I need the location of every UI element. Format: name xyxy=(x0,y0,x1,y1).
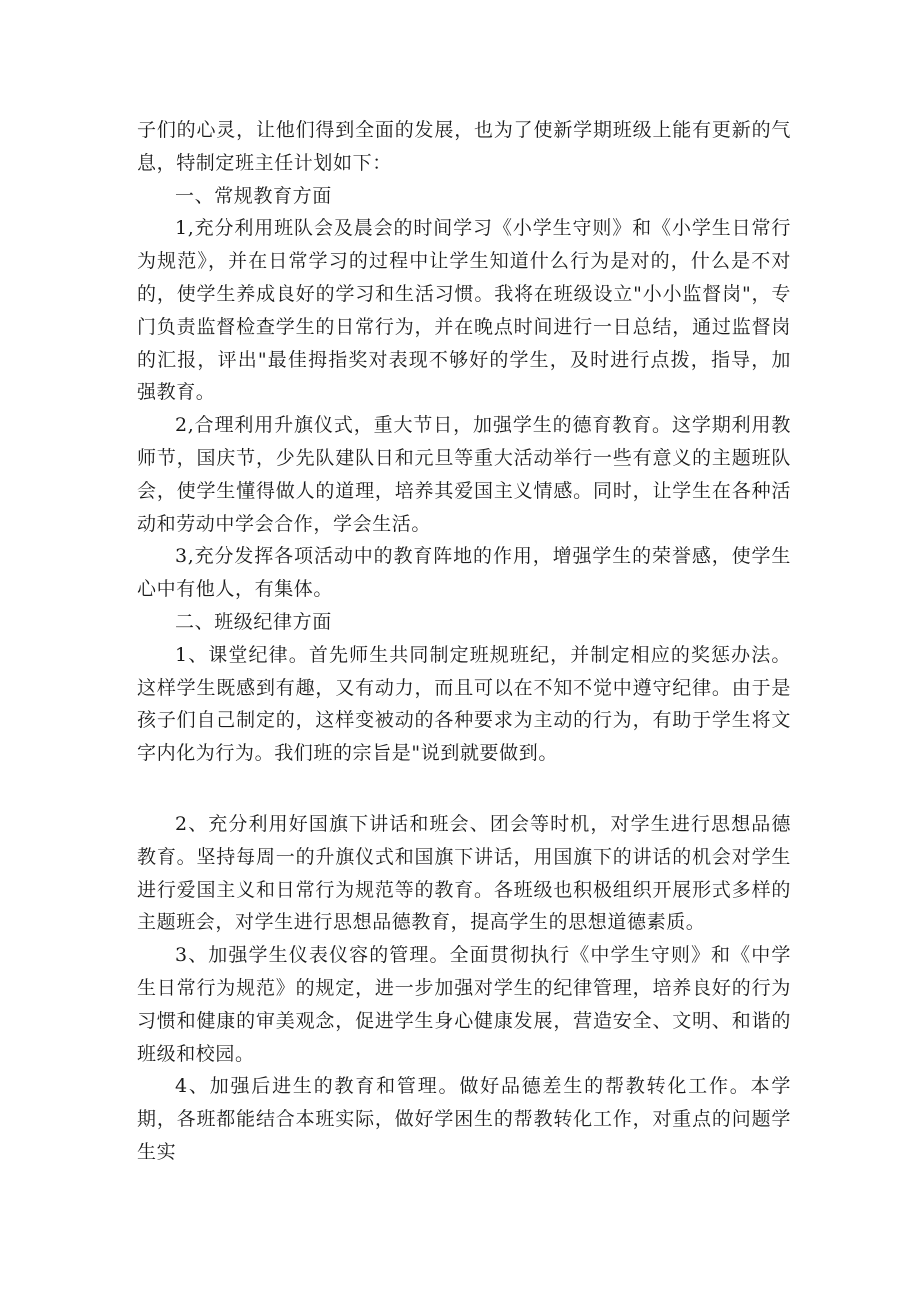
section-heading-routine-education: 一、常规教育方面 xyxy=(175,184,332,207)
blank-line-spacer xyxy=(137,770,791,808)
paragraph-discipline-item-3: 3、加强学生仪表仪容的管理。全面贯彻执行《中学生守则》和《中学生日常行为规范》的规定，进一步加强对学生的纪律管理，培养良好的行为习惯和健康的审美观念，促进学生身心健康发展，营造安全、文明、和谐的班级和校园。 xyxy=(137,944,791,1065)
document-body xyxy=(137,114,791,1169)
paragraph-intro-continued: 子们的心灵，让他们得到全面的发展，也为了使新学期班级上能有更新的气息，特制定班主任计划如下： xyxy=(137,119,791,174)
paragraph-routine-item-2: 2,合理利用升旗仪式，重大节日，加强学生的德育教育。这学期利用教师节，国庆节，少先队建队日和元旦等重大活动举行一些有意义的主题班队会，使学生懂得做人的道理，培养其爱国主义情感。同时，让学生在各种活动和劳动中学会合作，学会生活。 xyxy=(137,414,791,535)
section-heading-class-discipline: 二、班级纪律方面 xyxy=(175,610,332,633)
paragraph-discipline-item-1: 1、课堂纪律。首先师生共同制定班规班纪，并制定相应的奖惩办法。这样学生既感到有趣，又有动力，而且可以在不知不觉中遵守纪律。由于是孩子们自己制定的，这样变被动的各种要求为主动的行为，有助于学生将文字内化为行为。我们班的宗旨是"说到就要做到。 xyxy=(137,643,791,765)
paragraph-routine-item-1: 1,充分利用班队会及晨会的时间学习《小学生守则》和《小学生日常行为规范》，并在日常学习的过程中让学生知道什么行为是对的，什么是不对的，使学生养成良好的学习和生活习惯。我将在班级设立"小小监督岗"，专门负责监督检查学生的日常行为，并在晚点时间进行一日总结，通过监督岗的汇报，评出"最佳拇指奖对表现不够好的学生，及时进行点拨，指导，加强教育。 xyxy=(137,217,791,404)
paragraph-routine-item-3: 3,充分发挥各项活动中的教育阵地的作用，增强学生的荣誉感，使学生心中有他人，有集体。 xyxy=(137,545,791,601)
paragraph-discipline-item-4: 4、加强后进生的教育和管理。做好品德差生的帮教转化工作。本学期，各班都能结合本班实际，做好学困生的帮教转化工作，对重点的问题学生实 xyxy=(137,1075,791,1163)
paragraph-discipline-item-2: 2、充分利用好国旗下讲话和班会、团会等时机，对学生进行思想品德教育。坚持每周一的升旗仪式和国旗下讲话，用国旗下的讲话的机会对学生进行爱国主义和日常行为规范等的教育。各班级也积极组织开展形式多样的主题班会，对学生进行思想品德教育，提高学生的思想道德素质。 xyxy=(137,812,791,934)
